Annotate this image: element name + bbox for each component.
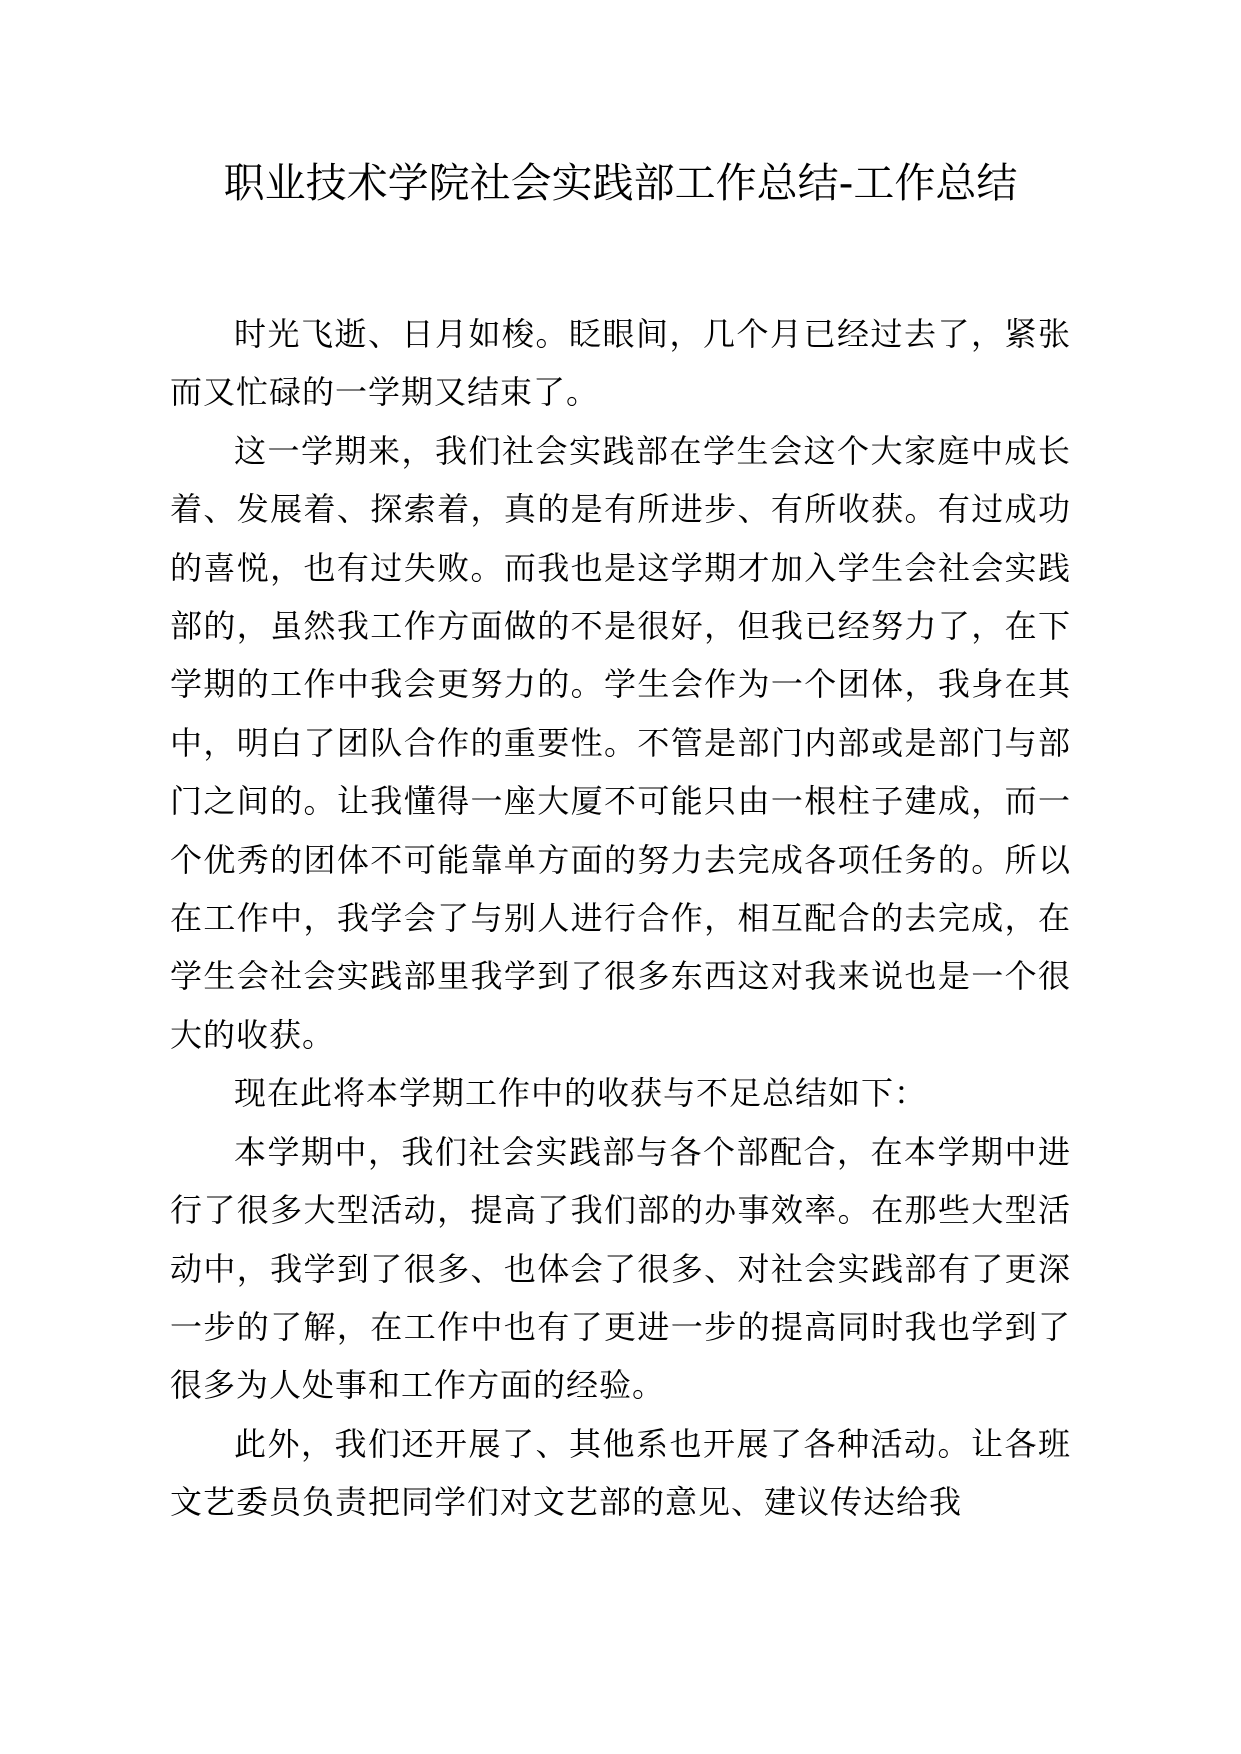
body-paragraph: 时光飞逝、日月如梭。眨眼间，几个月已经过去了，紧张而又忙碌的一学期又结束了。 — [170, 315, 1071, 412]
body-paragraph: 本学期中，我们社会实践部与各个部配合，在本学期中进行了很多大型活动，提高了我们部的办事效率。在那些大型活动中，我学到了很多、也体会了很多、对社会实践部有了更深一步的了解，在工作中也有了更进一步的提高同时我也学到了很多为人处事和工作方面的经验。 — [170, 1132, 1071, 1405]
body-paragraph: 这一学期来，我们社会实践部在学生会这个大家庭中成长着、发展着、探索着，真的是有所进步、有所收获。有过成功的喜悦，也有过失败。而我也是这学期才加入学生会社会实践部的，虽然我工作方面做的不是很好，但我已经努力了，在下学期的工作中我会更努力的。学生会作为一个团体，我身在其中，明白了团队合作的重要性。不管是部门内部或是部门与部门之间的。让我懂得一座大厦不可能只由一根柱子建成，而一个优秀的团体不可能靠单方面的努力去完成各项任务的。所以在工作中，我学会了与别人进行合作，相互配合的去完成，在学生会社会实践部里我学到了很多东西这对我来说也是一个很大的收获。 — [170, 431, 1071, 1054]
document-title: 职业技术学院社会实践部工作总结-工作总结 — [223, 159, 1018, 207]
body-paragraph: 此外，我们还开展了、其他系也开展了各种活动。让各班文艺委员负责把同学们对文艺部的意见、建议传达给我 — [170, 1424, 1071, 1522]
body-paragraph: 现在此将本学期工作中的收获与不足总结如下： — [234, 1074, 928, 1113]
document-body — [170, 305, 1071, 1532]
